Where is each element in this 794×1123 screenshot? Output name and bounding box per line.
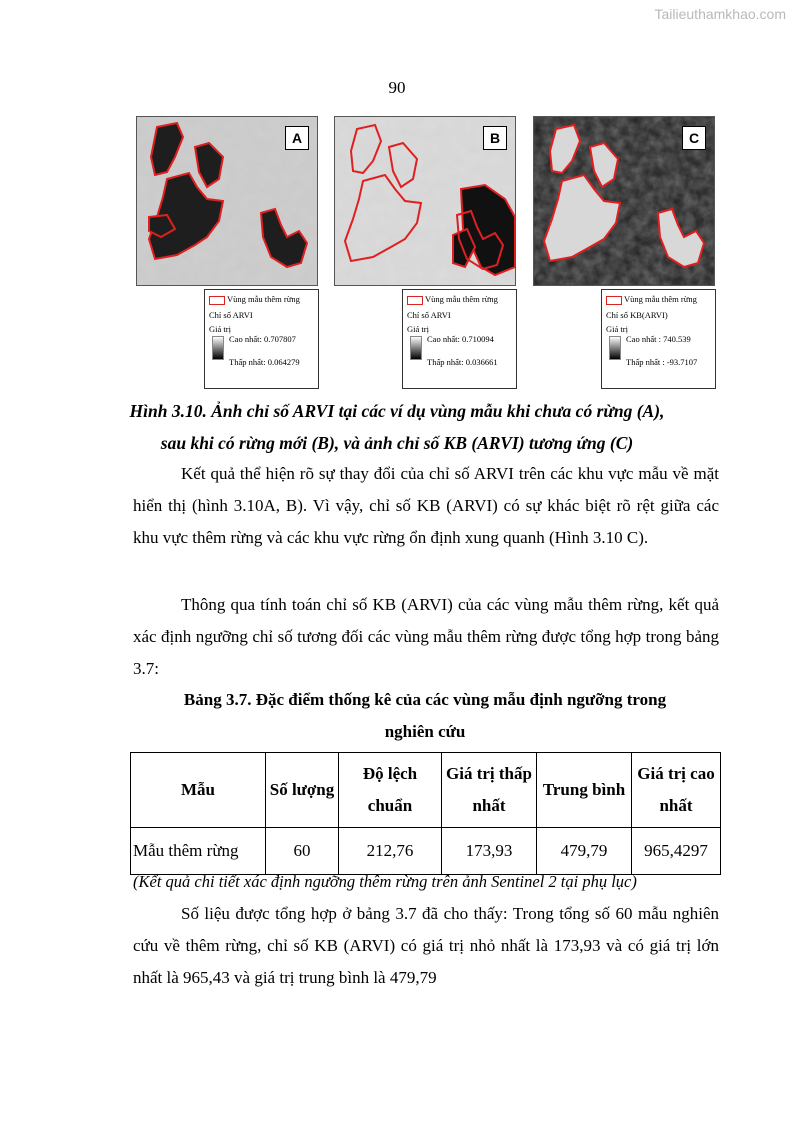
table-note: (Kết quả chi tiết xác định ngưỡng thêm rừng trên ảnh Sentinel 2 tại phụ lục) (133, 872, 637, 891)
paragraph-3: Số liệu được tổng hợp ở bảng 3.7 đã cho thấy: Trong tổng số 60 mẫu nghiên cứu về thêm rừng, chỉ số KB (ARVI) có giá trị nhỏ nhất là 173,93 và có giá trị lớn nhất là 965,43 và giá trị trung bình là 479,79 (133, 904, 719, 987)
legend-value-label: Giá trị (209, 324, 231, 334)
legend-area-label: Vùng mẫu thêm rừng (624, 294, 697, 304)
table-header-cell: Số lượng (266, 753, 339, 828)
legend-high-value: Cao nhất: 0.710094 (427, 334, 494, 344)
paragraph-1: Kết quả thể hiện rõ sự thay đổi của chỉ số ARVI trên các khu vực mẫu về mặt hiển thị (hình 3.10A, B). Vì vậy, chỉ số KB (ARVI) có sự khác biệt rõ rệt giữa các khu vực thêm rừng và các khu vực rừng ổn định xung quanh (Hình 3.10 C). (133, 464, 719, 547)
table-title-line2: nghiên cứu (384, 722, 466, 741)
legend-b (402, 289, 517, 389)
panel-label-a: A (285, 126, 309, 150)
gradient-ramp (212, 336, 224, 360)
figure-panel-a (136, 116, 318, 286)
figure-panel-c (533, 116, 715, 286)
legend-value-label: Giá trị (407, 324, 429, 334)
legend-low-value: Thấp nhất : -93.7107 (626, 357, 698, 367)
table-cell: 479,79 (537, 828, 632, 875)
table-header-cell: Giá trị cao nhất (632, 753, 721, 828)
table-header-row (131, 753, 721, 828)
gradient-ramp (609, 336, 621, 360)
legend-value-label: Giá trị (606, 324, 628, 334)
legend-high-value: Cao nhất: 0.707807 (229, 334, 296, 344)
legend-low-value: Thấp nhất: 0.064279 (229, 357, 300, 367)
area-swatch-icon (407, 296, 423, 305)
gradient-ramp (410, 336, 422, 360)
table-cell: Mẫu thêm rừng (131, 828, 266, 875)
table-row (131, 828, 721, 875)
legend-c (601, 289, 716, 389)
legend-high-value: Cao nhất : 740.539 (626, 334, 691, 344)
legend-low-value: Thấp nhất: 0.036661 (427, 357, 498, 367)
table-cell: 60 (266, 828, 339, 875)
table-header-cell: Độ lệch chuẩn (339, 753, 442, 828)
figure-caption-line2: sau khi có rừng mới (B), và ảnh chỉ số KB (ARVI) tương ứng (C) (160, 433, 634, 453)
table-header-cell: Mẫu (131, 753, 266, 828)
area-swatch-icon (606, 296, 622, 305)
paragraph-2: Thông qua tính toán chỉ số KB (ARVI) của các vùng mẫu thêm rừng, kết quả xác định ngưỡng chỉ số tương đối các vùng mẫu thêm rừng được tổng hợp trong bảng 3.7: (133, 595, 719, 678)
legend-area-label: Vùng mẫu thêm rừng (425, 294, 498, 304)
table-cell: 965,4297 (632, 828, 721, 875)
legend-index-label: Chỉ số KB(ARVI) (606, 310, 668, 320)
area-swatch-icon (209, 296, 225, 305)
watermark: Tailieuthamkhao.com (654, 6, 786, 22)
table-cell: 173,93 (442, 828, 537, 875)
panel-label-c: C (682, 126, 706, 150)
figure-panel-b (334, 116, 516, 286)
table-header-cell: Trung bình (537, 753, 632, 828)
legend-index-label: Chỉ số ARVI (407, 310, 451, 320)
legend-a (204, 289, 319, 389)
table-title-line1: Bảng 3.7. Đặc điểm thống kê của các vùng mẫu định ngưỡng trong (183, 690, 667, 709)
figure-caption-line1: Hình 3.10. Ảnh chỉ số ARVI tại các ví dụ vùng mẫu khi chưa có rừng (A), (129, 401, 665, 421)
legend-index-label: Chỉ số ARVI (209, 310, 253, 320)
page-number: 90 (388, 78, 406, 97)
legend-area-label: Vùng mẫu thêm rừng (227, 294, 300, 304)
stats-table (130, 752, 721, 875)
table-header-cell: Giá trị thấp nhất (442, 753, 537, 828)
table-cell: 212,76 (339, 828, 442, 875)
panel-label-b: B (483, 126, 507, 150)
